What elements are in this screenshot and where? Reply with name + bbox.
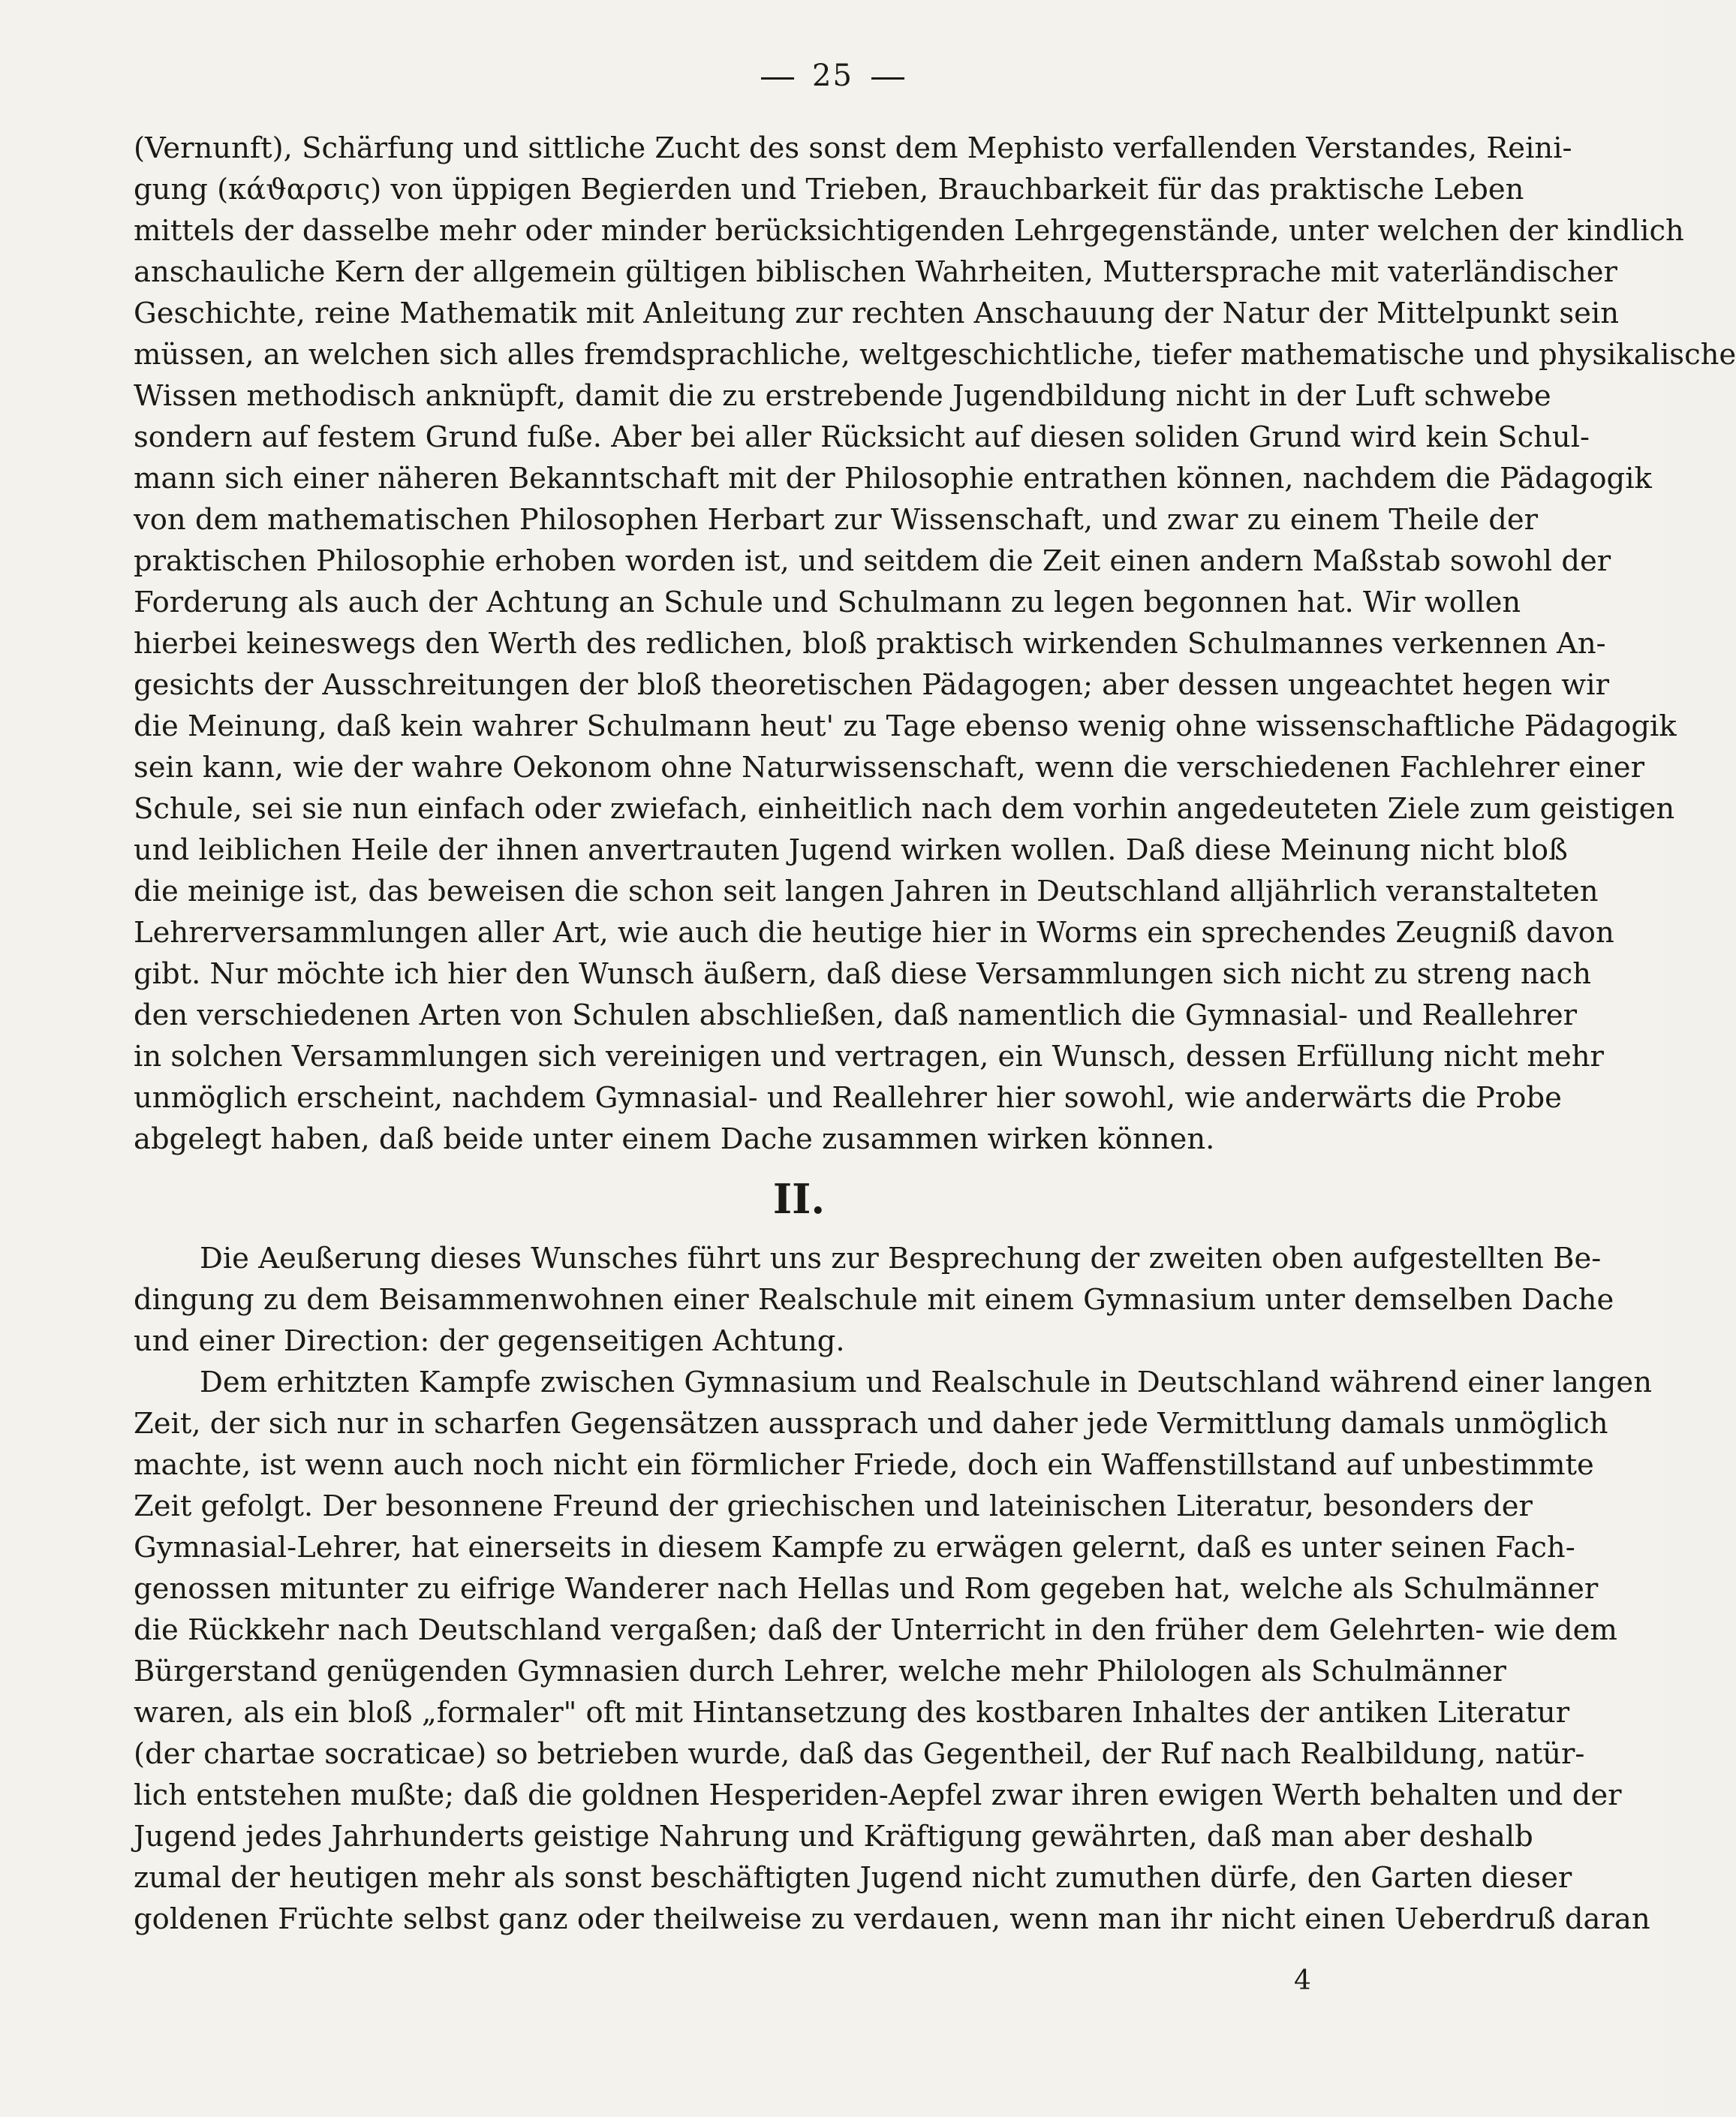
body-text — [134, 128, 1736, 1940]
text-line: Gymnasial-Lehrer, hat einerseits in diesem Kampfe zu erwägen gelernt, daß es unter seinen Fach- — [134, 1531, 1575, 1564]
text-line: die Meinung, daß kein wahrer Schulmann heut' zu Tage ebenso wenig ohne wissenschaftliche Pädagogik — [134, 709, 1677, 743]
paragraph-section1 — [134, 128, 1736, 1160]
text-line: die meinige ist, das beweisen die schon seit langen Jahren in Deutschland alljährlich veranstalteten — [134, 875, 1599, 908]
text-line: genossen mitunter zu eifrige Wanderer nach Hellas und Rom gegeben hat, welche als Schulmänner — [134, 1572, 1599, 1606]
paragraph-section2-intro — [134, 1238, 1614, 1362]
text-line: dingung zu dem Beisammenwohnen einer Realschule mit einem Gymnasium unter demselben Dache — [134, 1283, 1614, 1317]
text-line: Geschichte, reine Mathematik mit Anleitung zur rechten Anschauung der Natur der Mittelpunkt sein — [134, 297, 1619, 330]
header-dash-right — [871, 77, 904, 80]
text-line: abgelegt haben, daß beide unter einem Dache zusammen wirken können. — [134, 1122, 1215, 1156]
text-line: Lehrerversammlungen aller Art, wie auch die heutige hier in Worms ein sprechendes Zeugniß davon — [134, 916, 1614, 950]
text-line: lich entstehen mußte; daß die goldnen Hesperiden-Aepfel zwar ihren ewigen Werth behalten und der — [134, 1778, 1622, 1812]
text-line: Zeit gefolgt. Der besonnene Freund der griechischen und lateinischen Literatur, besonders der — [134, 1489, 1533, 1523]
text-line: die Rückkehr nach Deutschland vergaßen; daß der Unterricht in den früher dem Gelehrten- wie dem — [134, 1613, 1617, 1647]
text-line: (der chartae socraticae) so betrieben wurde, daß das Gegentheil, der Ruf nach Realbildung, natür- — [134, 1737, 1585, 1771]
text-line: waren, als ein bloß „formaler" oft mit Hintansetzung des kostbaren Inhaltes der antiken Literatur — [134, 1696, 1570, 1730]
signature-mark: 4 — [1294, 1965, 1311, 1996]
text-line: Zeit, der sich nur in scharfen Gegensätzen aussprach und daher jede Vermittlung damals unmöglich — [134, 1407, 1608, 1441]
text-line: gung (κάϑαρσις) von üppigen Begierden und Trieben, Brauchbarkeit für das praktische Leben — [134, 173, 1524, 206]
text-line: Dem erhitzten Kampfe zwischen Gymnasium und Realschule in Deutschland während einer langen — [200, 1366, 1653, 1399]
text-line: und leiblichen Heile der ihnen anvertrauten Jugend wirken wollen. Daß diese Meinung nicht bloß — [134, 833, 1568, 867]
page-number: 25 — [812, 59, 853, 93]
text-line: zumal der heutigen mehr als sonst beschäftigten Jugend nicht zumuthen dürfe, den Garten dieser — [134, 1861, 1572, 1895]
text-line: Forderung als auch der Achtung an Schule und Schulmann zu legen begonnen hat. Wir wollen — [134, 586, 1521, 619]
text-line: unmöglich erscheint, nachdem Gymnasial- und Reallehrer hier sowohl, wie anderwärts die Probe — [134, 1081, 1562, 1115]
text-line: machte, ist wenn auch noch nicht ein förmlicher Friede, doch ein Waffenstillstand auf unbestimmte — [134, 1448, 1594, 1482]
text-line: gibt. Nur möchte ich hier den Wunsch äußern, daß diese Versammlungen sich nicht zu streng nach — [134, 957, 1591, 991]
text-line: hierbei keineswegs den Werth des redlichen, bloß praktisch wirkenden Schulmannes verkennen An- — [134, 627, 1606, 661]
text-line: goldenen Früchte selbst ganz oder theilweise zu verdauen, wenn man ihr nicht einen Ueberdruß daran — [134, 1902, 1650, 1936]
section-heading: II. — [772, 1175, 826, 1223]
text-line: gesichts der Ausschreitungen der bloß theoretischen Pädagogen; aber dessen ungeachtet hegen wir — [134, 668, 1609, 702]
text-line: den verschiedenen Arten von Schulen abschließen, daß namentlich die Gymnasial- und Reallehrer — [134, 998, 1578, 1032]
text-line: Jugend jedes Jahrhunderts geistige Nahrung und Kräftigung gewährten, daß man aber deshalb — [134, 1820, 1533, 1854]
text-line: von dem mathematischen Philosophen Herbart zur Wissenschaft, und zwar zu einem Theile der — [134, 503, 1539, 537]
text-line: Schule, sei sie nun einfach oder zwiefach, einheitlich nach dem vorhin angedeuteten Ziele zum geistigen — [134, 792, 1675, 826]
text-line: Bürgerstand genügenden Gymnasien durch Lehrer, welche mehr Philologen als Schulmänner — [134, 1655, 1506, 1688]
paragraph-section2-main — [134, 1362, 1653, 1940]
header-dash-left — [761, 77, 794, 80]
text-line: in solchen Versammlungen sich vereinigen und vertragen, ein Wunsch, dessen Erfüllung nicht mehr — [134, 1040, 1604, 1074]
page-header — [0, 59, 1665, 93]
text-line: Die Aeußerung dieses Wunsches führt uns zur Besprechung der zweiten oben aufgestellten Be- — [200, 1242, 1602, 1275]
text-line: sondern auf festem Grund fuße. Aber bei aller Rücksicht auf diesen soliden Grund wird kein Schul- — [134, 420, 1590, 454]
text-line: und einer Direction: der gegenseitigen Achtung. — [134, 1324, 845, 1358]
text-line: Wissen methodisch anknüpft, damit die zu erstrebende Jugendbildung nicht in der Luft schwebe — [134, 379, 1551, 413]
text-line: (Vernunft), Schärfung und sittliche Zucht des sonst dem Mephisto verfallenden Verstandes, Reini- — [134, 131, 1572, 165]
text-line: anschauliche Kern der allgemein gültigen biblischen Wahrheiten, Muttersprache mit vaterländischer — [134, 255, 1617, 289]
text-line: müssen, an welchen sich alles fremdsprachliche, weltgeschichtliche, tiefer mathematische und physikalische — [134, 338, 1736, 372]
text-line: sein kann, wie der wahre Oekonom ohne Naturwissenschaft, wenn die verschiedenen Fachlehrer einer — [134, 751, 1644, 784]
text-line: mittels der dasselbe mehr oder minder berücksichtigenden Lehrgegenstände, unter welchen der kindlich — [134, 214, 1684, 248]
text-line: mann sich einer näheren Bekanntschaft mit der Philosophie entrathen können, nachdem die Pädagogik — [134, 462, 1652, 495]
text-line: praktischen Philosophie erhoben worden ist, und seitdem die Zeit einen andern Maßstab sowohl der — [134, 544, 1611, 578]
